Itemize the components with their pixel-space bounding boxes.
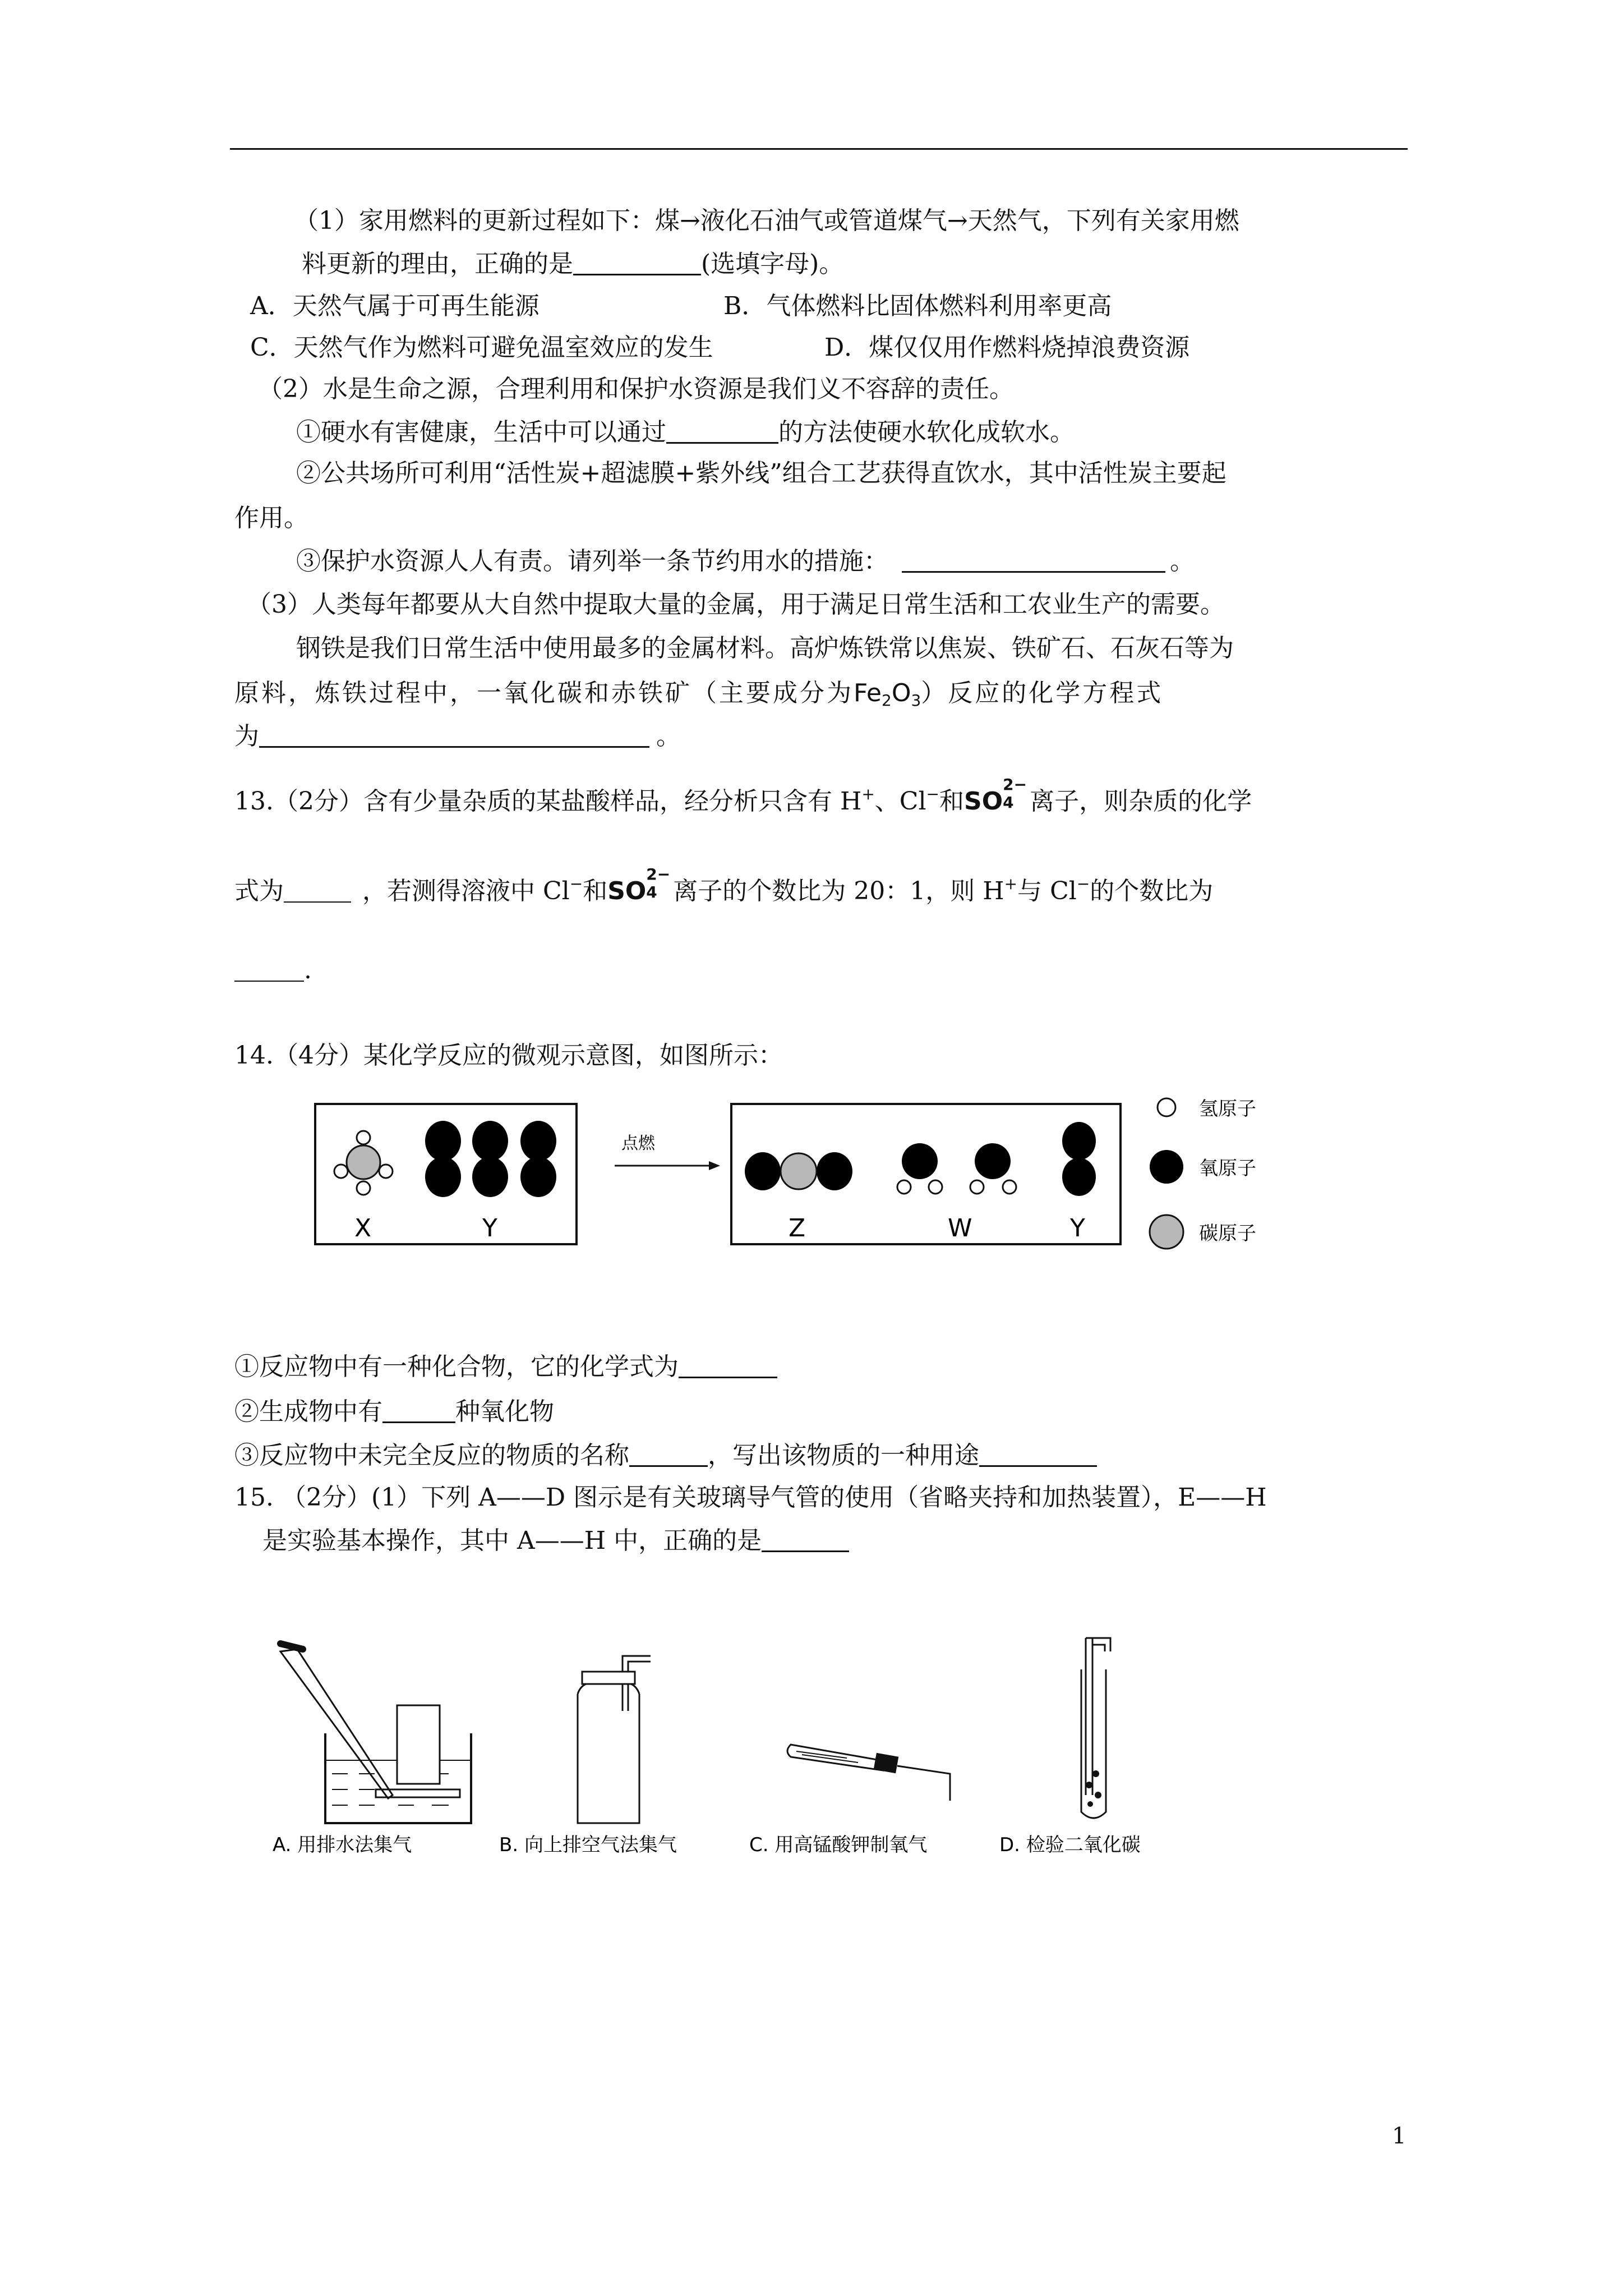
molecule-z: [745, 1152, 852, 1190]
q15-line1: 15. （2分）(1）下列 A——D 图示是有关玻璃导气管的使用（省略夹持和加热装置），E——H: [234, 1483, 1267, 1512]
answer-blank: [762, 1528, 849, 1552]
q12-part3-line3: [234, 681, 1163, 708]
legend-hydrogen: 氢原子: [1199, 1098, 1256, 1120]
q15-line2: 是实验基本操作，其中 A——H 中，正确的是: [262, 1528, 849, 1553]
answer-blank: [666, 420, 778, 444]
molecule-y-leftover: [1062, 1122, 1096, 1196]
q12-part2-item2-cont: 作用。: [234, 504, 308, 532]
answer-blank: [629, 1443, 708, 1467]
q12-part3-line4: [234, 724, 681, 749]
figure-b-air-collection: [578, 1656, 651, 1823]
caption-b: B. 向上排空气法集气: [499, 1834, 677, 1856]
q13-line2: 式为 ，若测得溶液中 Cl−和SO 2− 4 离子的个数比为 20：1，则 H+与 Cl−的个数比为: [234, 865, 1214, 905]
q12-part1-line2-tail: (选填字母)。: [701, 250, 844, 278]
q12-option-b: B．气体燃料比固体燃料利用率更高: [723, 292, 1112, 320]
q12-part1-line2: [302, 251, 843, 277]
sulfate-ion: SO 2− 4: [607, 865, 671, 905]
q12-part2-item2: ②公共场所可利用“活性炭+超滤膜+紫外线”组合工艺获得直饮水，其中活性炭主要起: [296, 459, 1227, 487]
answer-blank: [979, 1443, 1097, 1467]
figure-d-co2-test: [1081, 1638, 1110, 1818]
q12-part1-line1: （1）家用燃料的更新过程如下：煤→液化石油气或管道煤气→天然气，下列有关家用燃: [294, 206, 1239, 235]
q14-statement2: ②生成物中有 种氧化物: [234, 1397, 554, 1426]
q12-part2-item1-text: ①硬水有害健康，生活中可以通过: [296, 418, 666, 447]
q12-part3-line3-tail: ）反应的化学方程式: [921, 679, 1164, 707]
q12-option-c: C．天然气作为燃料可避免温室效应的发生: [250, 333, 713, 362]
legend-hydrogen-icon: [1158, 1098, 1175, 1116]
reaction-arrow-head: [709, 1161, 720, 1170]
q12-part3-line3-text: 原料，炼铁过程中，一氧化碳和赤铁矿（主要成分为: [234, 679, 854, 707]
q12-part3-line4-text: 为: [234, 722, 259, 751]
q13-line2-text: 式为: [234, 877, 284, 905]
legend-oxygen-icon: [1150, 1150, 1183, 1184]
q12-part2-item3-text: ③保护水资源人人有责。请列举一条节约用水的措施：: [296, 547, 888, 576]
q13-line1-text: 13.（2分）含有少量杂质的某盐酸样品，经分析只含有 H: [234, 787, 862, 816]
label-x: X: [354, 1214, 372, 1243]
figure-a-water-collection: [280, 1644, 471, 1823]
q12-option-a: A．天然气属于可再生能源: [250, 292, 540, 320]
q13-line3: .: [234, 958, 312, 983]
q12-part2-item1: [296, 420, 1075, 445]
answer-blank: [234, 958, 304, 982]
figure-c-kmno4-tube: [787, 1745, 950, 1801]
answer-blank: [259, 724, 649, 748]
legend-carbon-icon: [1150, 1215, 1183, 1249]
label-y: Y: [482, 1214, 497, 1243]
q14-statement1: ①反应物中有一种化合物，它的化学式为: [234, 1354, 777, 1379]
caption-d: D. 检验二氧化碳: [999, 1834, 1141, 1856]
fe2o3-formula: $Fe_2O_3$: [854, 679, 921, 710]
answer-blank: [902, 549, 1165, 573]
sulfate-ion: SO 2− 4: [964, 775, 1027, 816]
label-y2: Y: [1070, 1214, 1085, 1243]
q12-option-d: D．煤仅仅用作燃料烧掉浪费资源: [824, 333, 1190, 362]
answer-blank: [284, 879, 351, 903]
reaction-diagram: [314, 1093, 1312, 1278]
q12-part2-item1-tail: 的方法使硬水软化成软水。: [778, 418, 1075, 447]
molecule-y: [425, 1121, 556, 1197]
caption-a: A. 用排水法集气: [273, 1834, 412, 1856]
q13-line1: 13.（2分）含有少量杂质的某盐酸样品，经分析只含有 H+、Cl−和SO 2− 4 离子，则杂质的化学: [234, 775, 1252, 816]
q12-part3-line2: 钢铁是我们日常生活中使用最多的金属材料。高炉炼铁常以焦炭、铁矿石、石灰石等为: [296, 634, 1234, 662]
q12-part3: （3）人类每年都要从大自然中提取大量的金属，用于满足日常生活和工农业生产的需要。: [247, 590, 1225, 619]
answer-blank: [382, 1399, 455, 1423]
arrow-label: 点燃: [621, 1134, 655, 1153]
legend-carbon: 碳原子: [1199, 1222, 1256, 1245]
q12-part2-item3: [296, 549, 1195, 574]
page-number: 1: [1392, 2123, 1407, 2149]
q12-part2: （2）水是生命之源，合理利用和保护水资源是我们义不容辞的责任。: [258, 375, 1014, 403]
legend-oxygen: 氧原子: [1199, 1157, 1256, 1180]
header-rule: [230, 148, 1408, 150]
q12-part3-line4-tail: 。: [656, 722, 681, 751]
q12-part1-line2-text: 料更新的理由，正确的是: [302, 250, 573, 278]
caption-c: C. 用高锰酸钾制氧气: [749, 1834, 928, 1856]
answer-blank: [573, 251, 701, 275]
apparatus-figures: [264, 1627, 1217, 1862]
q14-statement3: ③反应物中未完全反应的物质的名称 ，写出该物质的一种用途: [234, 1443, 1097, 1468]
q14-title: 14.（4分）某化学反应的微观示意图，如图所示：: [234, 1041, 783, 1070]
molecule-w: [897, 1143, 1016, 1194]
molecule-x: [334, 1131, 393, 1195]
label-w: W: [948, 1214, 972, 1243]
answer-blank: [679, 1354, 777, 1378]
q12-part2-item3-tail: 。: [1170, 547, 1195, 576]
label-z: Z: [789, 1214, 806, 1243]
